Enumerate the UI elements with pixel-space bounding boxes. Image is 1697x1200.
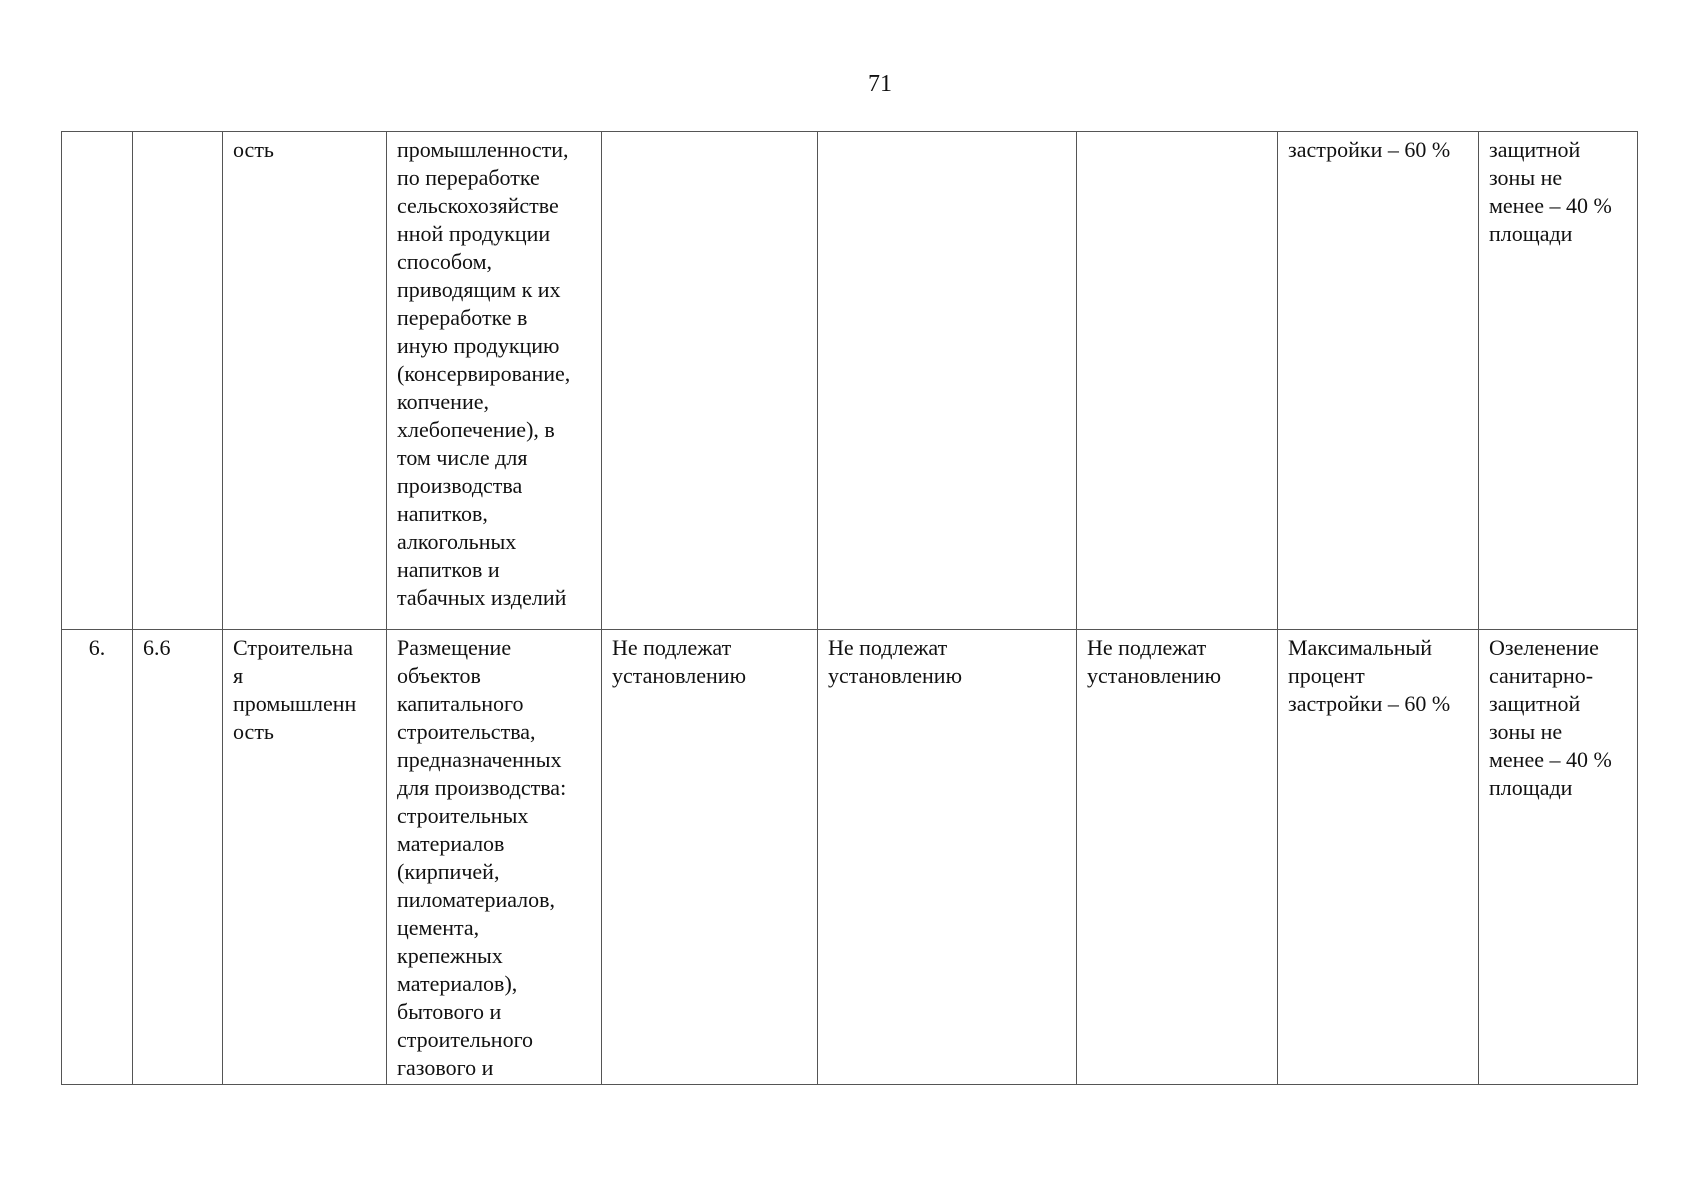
cell-line: защитной bbox=[1489, 691, 1581, 716]
cell-line: (консервирование, bbox=[397, 361, 571, 386]
table-body bbox=[62, 132, 1638, 1085]
cell-line: застройки – 60 % bbox=[1288, 691, 1451, 716]
table-row bbox=[62, 630, 1638, 1085]
cell-line: напитков и bbox=[397, 557, 500, 582]
cell-line: Не подлежат bbox=[828, 635, 948, 660]
cell-line: (кирпичей, bbox=[397, 859, 500, 884]
cell-line: установлению bbox=[828, 663, 963, 688]
cell-line: санитарно- bbox=[1489, 663, 1594, 688]
cell-line: установлению bbox=[612, 663, 747, 688]
cell-line: площади bbox=[1489, 221, 1573, 246]
cell-col5 bbox=[602, 630, 818, 1085]
cell-line: капитального bbox=[397, 691, 524, 716]
cell-line: менее – 40 % bbox=[1489, 193, 1612, 218]
cell-line: установлению bbox=[1087, 663, 1222, 688]
cell-line: крепежных bbox=[397, 943, 503, 968]
cell-line: нной продукции bbox=[397, 221, 551, 246]
cell-line: по переработке bbox=[397, 165, 540, 190]
cell-number: 6. bbox=[62, 630, 133, 1085]
cell-line: бытового и bbox=[397, 999, 502, 1024]
cell-landscaping bbox=[1479, 132, 1638, 630]
cell-line: ость bbox=[233, 137, 274, 162]
cell-line: том числе для bbox=[397, 445, 528, 470]
cell-col5 bbox=[602, 132, 818, 630]
cell-code bbox=[133, 132, 223, 630]
table-row bbox=[62, 132, 1638, 630]
cell-line: материалов bbox=[397, 831, 505, 856]
cell-line: производства bbox=[397, 473, 523, 498]
cell-max-coverage bbox=[1278, 630, 1479, 1085]
cell-use-name bbox=[223, 132, 387, 630]
cell-line: Не подлежат bbox=[612, 635, 732, 660]
cell-line: площади bbox=[1489, 775, 1573, 800]
cell-line: промышленн bbox=[233, 691, 357, 716]
cell-description bbox=[387, 132, 602, 630]
cell-description bbox=[387, 630, 602, 1085]
cell-code: 6.6 bbox=[133, 630, 223, 1085]
cell-line: газового и bbox=[397, 1055, 494, 1080]
cell-line: зоны не bbox=[1489, 719, 1563, 744]
cell-line: переработке в bbox=[397, 305, 528, 330]
cell-line: строительных bbox=[397, 803, 529, 828]
cell-landscaping bbox=[1479, 630, 1638, 1085]
cell-line: цемента, bbox=[397, 915, 480, 940]
cell-line: приводящим к их bbox=[397, 277, 561, 302]
cell-line: пиломатериалов, bbox=[397, 887, 556, 912]
cell-line: предназначенных bbox=[397, 747, 562, 772]
cell-use-name bbox=[223, 630, 387, 1085]
cell-line: процент bbox=[1288, 663, 1365, 688]
cell-line: иную продукцию bbox=[397, 333, 560, 358]
cell-line: защитной bbox=[1489, 137, 1581, 162]
cell-line: промышленности, bbox=[397, 137, 569, 162]
regulations-table bbox=[61, 131, 1638, 1085]
cell-col6 bbox=[818, 630, 1077, 1085]
cell-max-coverage bbox=[1278, 132, 1479, 630]
cell-line: материалов), bbox=[397, 971, 518, 996]
cell-line: ость bbox=[233, 719, 274, 744]
cell-col6 bbox=[818, 132, 1077, 630]
cell-line: Строительна bbox=[233, 635, 353, 660]
cell-line: табачных изделий bbox=[397, 585, 567, 610]
cell-line: я bbox=[233, 663, 244, 688]
cell-line: напитков, bbox=[397, 501, 488, 526]
cell-line: Не подлежат bbox=[1087, 635, 1207, 660]
cell-line: строительного bbox=[397, 1027, 534, 1052]
cell-col7 bbox=[1077, 630, 1278, 1085]
cell-col7 bbox=[1077, 132, 1278, 630]
cell-number bbox=[62, 132, 133, 630]
cell-line: Озеленение bbox=[1489, 635, 1599, 660]
cell-line: объектов bbox=[397, 663, 481, 688]
cell-line: менее – 40 % bbox=[1489, 747, 1612, 772]
cell-line: строительства, bbox=[397, 719, 536, 744]
cell-line: способом, bbox=[397, 249, 493, 274]
cell-line: застройки – 60 % bbox=[1288, 137, 1451, 162]
cell-line: алкогольных bbox=[397, 529, 517, 554]
cell-line: копчение, bbox=[397, 389, 489, 414]
cell-line: хлебопечение), в bbox=[397, 417, 555, 442]
cell-line: Максимальный bbox=[1288, 635, 1433, 660]
page-number: 71 bbox=[868, 71, 892, 97]
cell-line: для производства: bbox=[397, 775, 567, 800]
cell-line: сельскохозяйстве bbox=[397, 193, 559, 218]
cell-line: Размещение bbox=[397, 635, 512, 660]
cell-line: зоны не bbox=[1489, 165, 1563, 190]
